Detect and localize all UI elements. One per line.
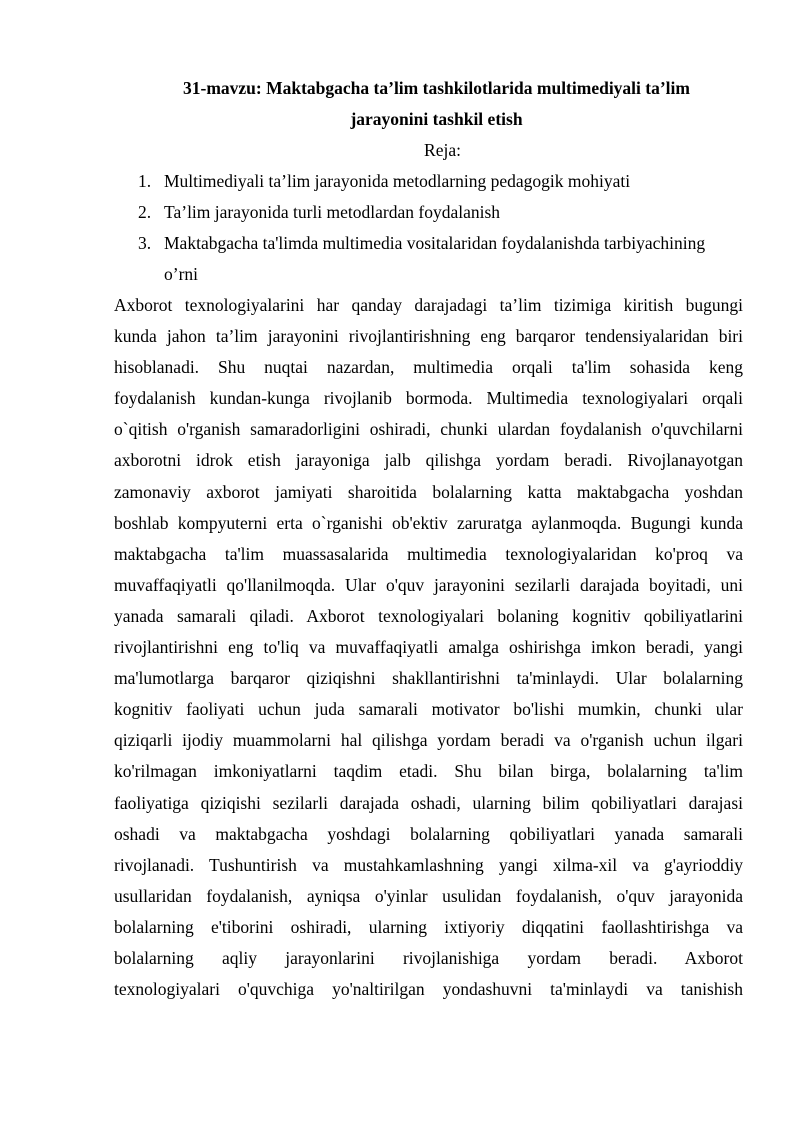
body-line: yanada samarali qiladi. Axborot texnologiyalari bolaning kognitiv qobiliyatlarini bbox=[114, 605, 743, 626]
body-line: kunda jahon ta’lim jarayonini rivojlantirishning eng barqaror tendensiyalaridan biri bbox=[114, 326, 743, 347]
document-title-line-2: jarayonini tashkil etish bbox=[350, 109, 523, 129]
body-line: texnologiyalari o'quvchiga yo'naltirilgan yondashuvni ta'minlaydi va tanishish bbox=[114, 979, 743, 1000]
body-line: bolalarning e'tiborini oshiradi, ularning ixtiyoriy diqqatini faollashtirishga va bbox=[114, 916, 743, 937]
plan-item-3-continuation bbox=[114, 259, 743, 290]
body-line: axborotni idrok etish jarayoniga jalb qilishga yordam beradi. Rivojlanayotgan bbox=[114, 450, 743, 471]
body-line: usullaridan foydalanish, ayniqsa o'yinlar usulidan foydalanish, o'quv jarayonida bbox=[114, 885, 743, 906]
plan-item-number: 2. bbox=[138, 202, 152, 222]
plan-item-number: 3. bbox=[138, 233, 152, 253]
plan-item-text: Multimediyali ta’lim jarayonida metodlarning pedagogik mohiyati bbox=[164, 171, 631, 191]
body-line: ma'lumotlarga barqaror qiziqishni shakllantirishni ta'minlaydi. Ular bolalarning bbox=[114, 668, 743, 689]
body-line: hisoblanadi. Shu nuqtai nazardan, multimedia orqali ta'lim sohasida keng bbox=[114, 357, 743, 378]
plan-item-1 bbox=[114, 166, 743, 197]
plan-item-number: 1. bbox=[138, 171, 152, 191]
plan-list bbox=[114, 166, 743, 290]
document-page bbox=[114, 73, 743, 1005]
plan-item-2 bbox=[114, 197, 743, 228]
body-line: muvaffaqiyatli qo'llanilmoqda. Ular o'quv jarayonini sezilarli darajada boyitadi, uni bbox=[114, 574, 743, 595]
body-line: Axborot texnologiyalarini har qanday darajadagi ta’lim tizimiga kiritish bugungi bbox=[114, 295, 743, 315]
plan-item-text: Ta’lim jarayonida turli metodlardan foydalanish bbox=[164, 202, 501, 222]
body-line: rivojlantirishni eng to'liq va muvaffaqiyatli amalga oshirishga imkon beradi, yangi bbox=[114, 637, 743, 658]
body-line: o`qitish o'rganish samaradorligini oshiradi, chunki ulardan foydalanish o'quvchilarni bbox=[114, 419, 743, 440]
document-title bbox=[114, 73, 743, 135]
body-line: boshlab kompyuterni erta o`rganishi ob'ektiv zaruratga aylanmoqda. Bugungi kunda bbox=[114, 512, 743, 533]
body-line: maktabgacha ta'lim muassasalarida multimedia texnologiyalaridan ko'proq va bbox=[114, 543, 743, 564]
body-line: faoliyatiga qiziqishi sezilarli darajada oshadi, ularning bilim qobiliyatlari darajasi bbox=[114, 792, 743, 813]
plan-item-3 bbox=[114, 228, 743, 259]
plan-heading: Reja: bbox=[424, 140, 461, 160]
body-line: foydalanish kundan-kunga rivojlanib bormoda. Multimedia texnologiyalari orqali bbox=[114, 388, 743, 409]
document-title-line-1: 31-mavzu: Maktabgacha ta’lim tashkilotlarida multimediyali ta’lim bbox=[183, 78, 690, 98]
body-paragraph bbox=[114, 290, 743, 1005]
body-line: qiziqarli ijodiy muammolarni hal qilishga yordam beradi va o'rganish uchun ilgari bbox=[114, 730, 743, 751]
body-line: zamonaviy axborot jamiyati sharoitida bolalarning katta maktabgacha yoshdan bbox=[114, 481, 743, 502]
body-line: kognitiv faoliyati uchun juda samarali motivator bo'lishi mumkin, chunki ular bbox=[114, 699, 743, 720]
plan-item-text: o’rni bbox=[164, 264, 199, 284]
plan-item-text: Maktabgacha ta'limda multimedia vositalaridan foydalanishda tarbiyachining bbox=[164, 233, 706, 253]
body-line: oshadi va maktabgacha yoshdagi bolalarning qobiliyatlari yanada samarali bbox=[114, 823, 743, 844]
body-line: rivojlanadi. Tushuntirish va mustahkamlashning yangi xilma-xil va g'ayrioddiy bbox=[114, 854, 743, 875]
body-line: ko'rilmagan imkoniyatlarni taqdim etadi. Shu bilan birga, bolalarning ta'lim bbox=[114, 761, 743, 782]
body-line: bolalarning aqliy jarayonlarini rivojlanishiga yordam beradi. Axborot bbox=[114, 947, 743, 968]
